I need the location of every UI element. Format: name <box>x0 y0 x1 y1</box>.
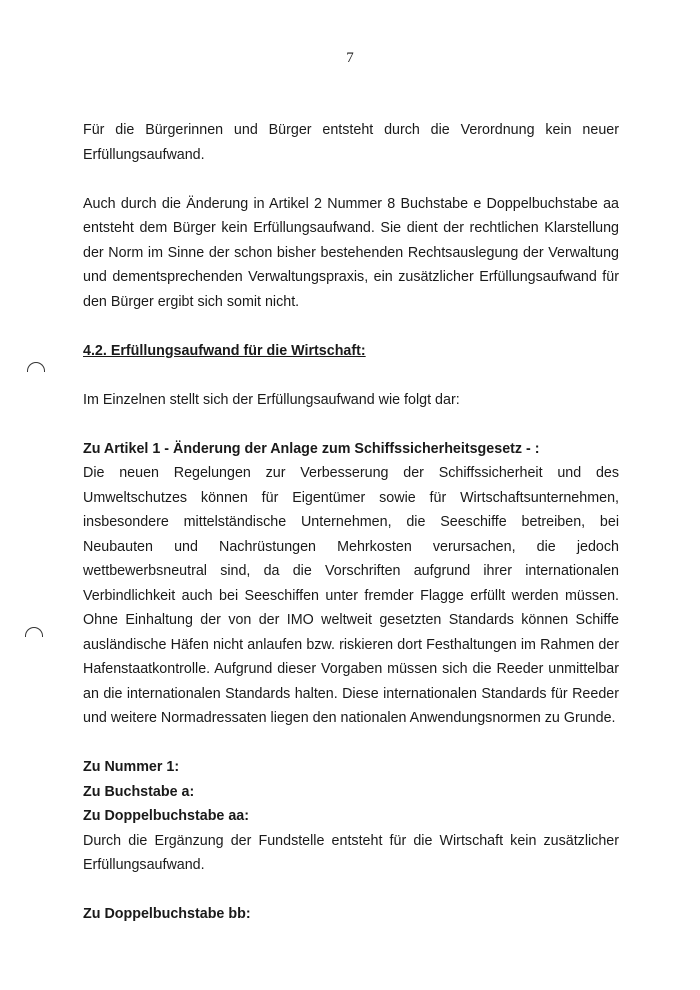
paragraph-neue-regelungen: Die neuen Regelungen zur Verbesserung der Schiffssicherheit und des Umweltschutzes können für Eigentümer sowie für Wirtschaftsunternehmen, insbesondere mittelständische Unternehmen, die Seeschiffe betreiben, bei Neubauten und Nachrüstungen Mehrkosten verursachen, die jedoch wettbewerbsneutral sind, da die Vorschriften aufgrund ihrer internationalen Verbindlichkeit auch bei Seeschiffen unter fremder Flagge erfüllt werden müssen. Ohne Einhaltung der von der IMO weltweit gesetzten Standards können Schiffe ausländische Häfen nicht anlaufen bzw. riskieren dort Festhaltungen im Rahmen der Hafenstaatkontrolle. Aufgrund dieser Vorgaben müssen sich die Reeder unmittelbar an die internationalen Standards halten. Diese internationalen Standards für Reeder und weitere Normadressaten liegen den nationalen Anwendungsnormen zu Grunde. <box>83 465 619 726</box>
document-body <box>83 118 619 927</box>
punch-hole-mark-bottom <box>25 627 43 637</box>
punch-hole-mark-top <box>27 362 45 372</box>
paragraph-einzelnen: Im Einzelnen stellt sich der Erfüllungsaufwand wie folgt dar: <box>83 391 460 408</box>
paragraph-ergaenzung-fundstelle: Durch die Ergänzung der Fundstelle entsteht für die Wirtschaft kein zusätzlicher Erfüllungsaufwand. <box>83 832 619 873</box>
paragraph-buerger-aufwand: Für die Bürgerinnen und Bürger entsteht durch die Verordnung kein neuer Erfüllungsaufwand. <box>83 122 619 163</box>
paragraph-artikel2-aenderung: Auch durch die Änderung in Artikel 2 Nummer 8 Buchstabe e Doppelbuchstabe aa entsteht dem Bürger kein Erfüllungsaufwand. Sie dient der rechtlichen Klarstellung der Norm im Sinne der schon bisher bestehenden Rechtsauslegung der Verwaltung und dementsprechenden Verwaltungspraxis, ein zusätzlicher Erfüllungsaufwand für den Bürger ergibt sich somit nicht. <box>83 195 619 310</box>
heading-zu-doppelbuchstabe-bb: Zu Doppelbuchstabe bb: <box>83 906 251 922</box>
heading-zu-artikel-1: Zu Artikel 1 - Änderung der Anlage zum Schiffssicherheitsgesetz - : <box>83 440 540 457</box>
heading-zu-buchstabe-a: Zu Buchstabe a: <box>83 783 195 800</box>
heading-zu-doppelbuchstabe-aa: Zu Doppelbuchstabe aa: <box>83 808 250 824</box>
section-heading-4-2: 4.2. Erfüllungsaufwand für die Wirtschaft: <box>83 342 366 359</box>
heading-zu-nummer-1: Zu Nummer 1: <box>83 759 180 775</box>
page-number: 7 <box>346 50 354 66</box>
